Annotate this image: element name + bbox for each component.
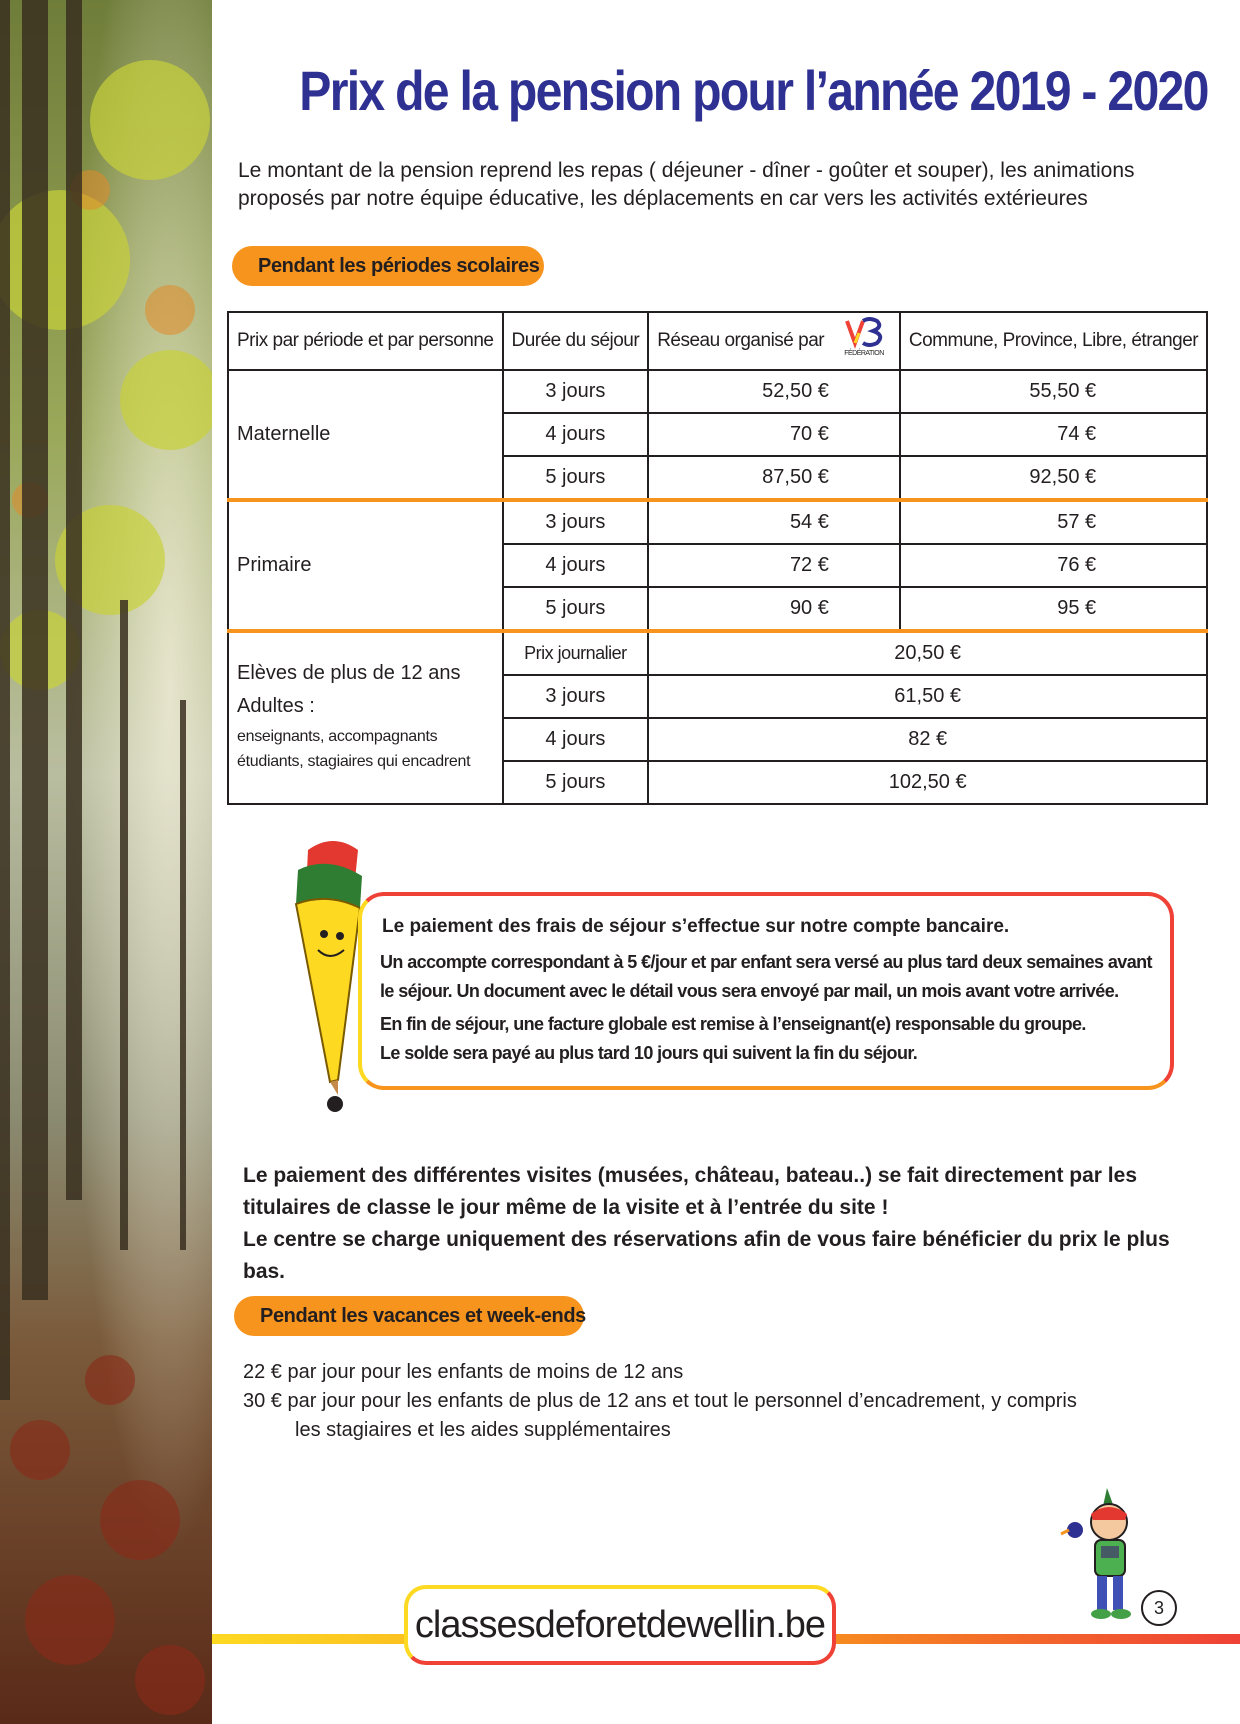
other-price: 57 € xyxy=(900,500,1207,544)
adults-label-1: Elèves de plus de 12 ans xyxy=(237,662,461,684)
duration-cell: 4 jours xyxy=(503,413,649,456)
forest-illustration xyxy=(0,0,212,1724)
page-title: Prix de la pension pour l’année 2019 - 2020 xyxy=(299,59,1208,122)
holidays-line-1: 22 € par jour pour les enfants de moins de 12 ans xyxy=(243,1361,684,1383)
adults-label-4: étudiants, stagiaires qui encadrent xyxy=(237,753,471,770)
payment-line-3: Le solde sera payé au plus tard 10 jours qui suivent la fin du séjour. xyxy=(380,1043,918,1063)
adults-label-2: Adultes : xyxy=(237,695,315,717)
intro-text: Le montant de la pension reprend les repas ( déjeuner - dîner - goûter et souper), les animations proposés par notre équipe éducative, les déplacements en car vers les activités extérieures xyxy=(238,159,1135,210)
duration-cell: 5 jours xyxy=(503,761,649,804)
price-table xyxy=(227,311,1208,805)
header-other: Commune, Province, Libre, étranger xyxy=(900,312,1207,370)
adult-price: 102,50 € xyxy=(648,761,1207,804)
federation-logo-text: FÉDÉRATION xyxy=(844,350,884,357)
header-label: Prix par période et par personne xyxy=(228,312,503,370)
other-price: 55,50 € xyxy=(900,370,1207,413)
header-federation xyxy=(648,312,900,370)
duration-cell: 5 jours xyxy=(503,456,649,500)
explorer-mascot-icon xyxy=(1055,1486,1155,1631)
section-school-badge: Pendant les périodes scolaires xyxy=(232,246,544,286)
duration-cell: 5 jours xyxy=(503,587,649,631)
other-price: 74 € xyxy=(900,413,1207,456)
duration-cell: 3 jours xyxy=(503,370,649,413)
holidays-line-2: 30 € par jour pour les enfants de plus de 12 ans et tout le personnel d’encadrement, y compris xyxy=(243,1390,1077,1412)
holidays-prices xyxy=(243,1358,1203,1445)
adult-price: 20,50 € xyxy=(648,631,1207,675)
visits-note-line-1: Le paiement des différentes visites (musées, château, bateau..) se fait directement par les titulaires de classe le jour même de la visite et à l’entrée du site ! xyxy=(243,1164,1137,1219)
federation-price: 70 € xyxy=(648,413,900,456)
federation-price: 90 € xyxy=(648,587,900,631)
header-duration: Durée du séjour xyxy=(503,312,649,370)
visits-note xyxy=(243,1160,1203,1288)
adult-price: 82 € xyxy=(648,718,1207,761)
duration-cell: 3 jours xyxy=(503,675,649,718)
holidays-line-3: les stagiaires et les aides supplémentaires xyxy=(295,1419,671,1441)
header-federation-text: Réseau organisé par xyxy=(657,330,825,352)
federation-price: 54 € xyxy=(648,500,900,544)
table-row xyxy=(228,631,1207,675)
payment-line-2: En fin de séjour, une facture globale est remise à l’enseignant(e) responsable du groupe. xyxy=(380,1014,1086,1034)
payment-line-1: Un accompte correspondant à 5 €/jour et par enfant sera versé au plus tard deux semaines avant le séjour. Un document avec le détail vous sera envoyé par mail, un mois avant votre arrivée. xyxy=(380,952,1152,1001)
visits-note-line-2: Le centre se charge uniquement des réservations afin de vous faire bénéficier du prix le plus bas. xyxy=(243,1228,1170,1283)
website-link[interactable]: classesdeforetdewellin.be xyxy=(404,1585,836,1665)
duration-cell: 4 jours xyxy=(503,544,649,587)
table-row xyxy=(228,500,1207,544)
maternelle-label: Maternelle xyxy=(228,370,503,500)
adults-label-3: enseignants, accompagnants xyxy=(237,728,438,745)
payment-lead: Le paiement des frais de séjour s’effectue sur notre compte bancaire. xyxy=(382,916,1010,937)
table-header-row xyxy=(228,312,1207,370)
other-price: 95 € xyxy=(900,587,1207,631)
primaire-label: Primaire xyxy=(228,500,503,631)
other-price: 76 € xyxy=(900,544,1207,587)
duration-cell: Prix journalier xyxy=(503,631,649,675)
duration-cell: 4 jours xyxy=(503,718,649,761)
federation-price: 87,50 € xyxy=(648,456,900,500)
federation-logo xyxy=(837,315,891,367)
adult-price: 61,50 € xyxy=(648,675,1207,718)
forest-photo xyxy=(0,0,212,1724)
page-number: 3 xyxy=(1141,1590,1177,1626)
other-price: 92,50 € xyxy=(900,456,1207,500)
table-row xyxy=(228,370,1207,413)
payment-info-box xyxy=(358,892,1174,1090)
adults-label xyxy=(228,631,503,804)
duration-cell: 3 jours xyxy=(503,500,649,544)
federation-price: 52,50 € xyxy=(648,370,900,413)
section-holidays-badge: Pendant les vacances et week-ends xyxy=(234,1296,584,1336)
federation-price: 72 € xyxy=(648,544,900,587)
